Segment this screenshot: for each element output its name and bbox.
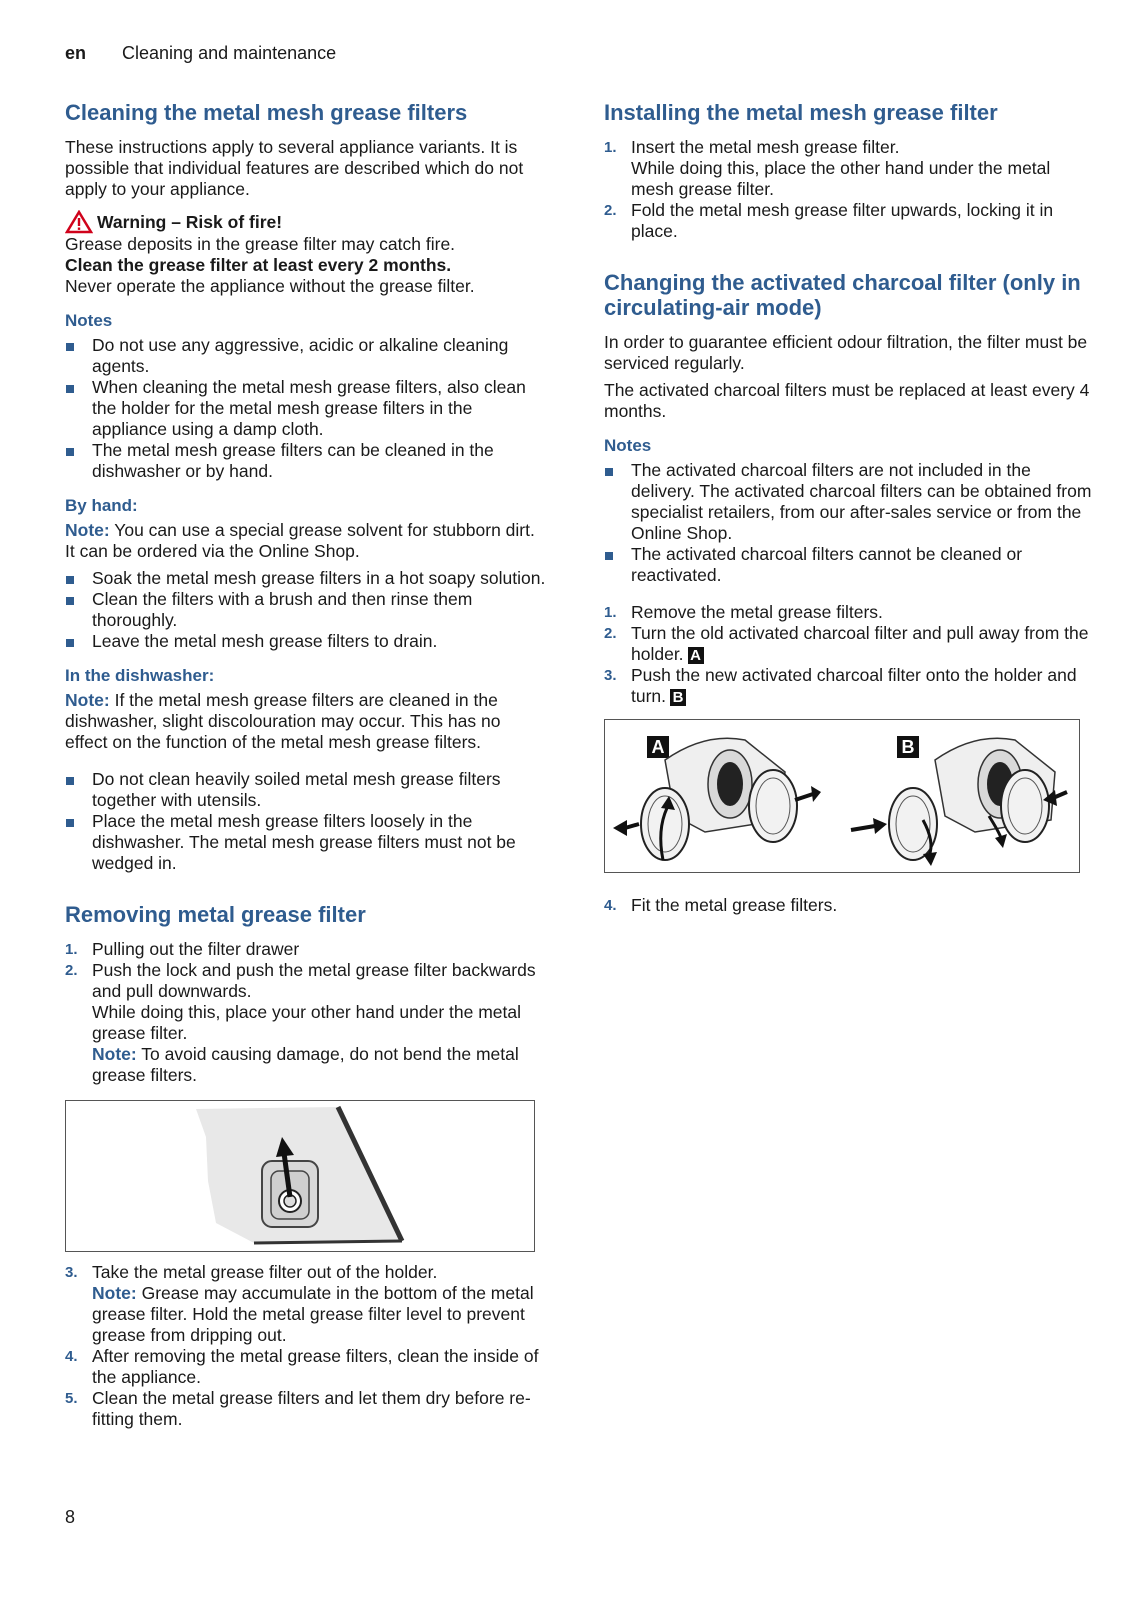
list-item: 2. Turn the old activated charcoal filter and pull away from the holder. A (604, 623, 1089, 664)
list-item: Clean the filters with a brush and then rinse them thoroughly. (65, 589, 547, 631)
page-number: 8 (65, 1507, 76, 1527)
list-item: 4. After removing the metal grease filters, clean the inside of the appliance. (65, 1346, 539, 1387)
list-item: Place the metal mesh grease filters loosely in the dishwasher. The metal mesh grease filters must not be wedged in. (65, 811, 547, 874)
filter-lock-drawing (66, 1101, 534, 1251)
list-item: 4. Fit the metal grease filters. (604, 895, 838, 915)
list-item: The metal mesh grease filters can be cleaned in the dishwasher or by hand. (65, 440, 547, 482)
cleaning-heading: Cleaning the metal mesh grease filters (65, 100, 468, 125)
language-code: en (65, 43, 87, 63)
charcoal-filter-drawing (605, 720, 1079, 872)
list-item: Soak the metal mesh grease filters in a hot soapy solution. (65, 568, 547, 589)
panel-b (851, 738, 1067, 866)
charcoal-intro: In order to guarantee efficient odour filtration, the filter must be serviced regularly. (604, 332, 1088, 373)
installing-steps (604, 137, 1094, 242)
warning-line3: Never operate the appliance without the grease filter. (65, 276, 475, 296)
charcoal-interval: The activated charcoal filters must be replaced at least every 4 months. (604, 380, 1090, 421)
warning-triangle-icon (65, 210, 93, 234)
notes-heading: Notes (65, 311, 113, 330)
list-item: When cleaning the metal mesh grease filters, also clean the holder for the metal mesh grease filters in the appliance using a damp cloth. (65, 377, 547, 440)
list-item: 2. Push the lock and push the metal grease filter backwards and pull downwards. While doing this, place your other hand under the metal grease filter. Note: To avoid causing damage, do not bend the metal grease filters. (65, 960, 536, 1085)
page-header (65, 43, 336, 64)
charcoal-notes-list (604, 460, 1094, 586)
list-item: 3. Push the new activated charcoal filter onto the holder and turn. B (604, 665, 1077, 706)
left-column (65, 100, 547, 1436)
by-hand-note (65, 520, 547, 562)
note-label: Note: (65, 520, 110, 540)
removing-steps (65, 939, 547, 1086)
right-column (604, 100, 1094, 922)
warning-line1: Grease deposits in the grease filter may catch fire. (65, 234, 456, 254)
note-label: Note: (65, 690, 110, 710)
list-item: 5. Clean the metal grease filters and let them dry before re-fitting them. (65, 1388, 531, 1429)
installing-heading: Installing the metal mesh grease filter (604, 100, 998, 125)
section-title: Cleaning and maintenance (122, 43, 337, 63)
dishwasher-note (65, 690, 547, 753)
warning-bold: Clean the grease filter at least every 2 months. (65, 255, 452, 275)
notes-list (65, 335, 547, 482)
warning-box (65, 210, 547, 234)
removing-heading: Removing metal grease filter (65, 902, 366, 927)
badge-a: A (688, 647, 704, 664)
removing-steps-continued (65, 1262, 547, 1430)
list-item: 1. Insert the metal mesh grease filter. While doing this, place the other hand under the metal mesh grease filter. (604, 137, 1051, 199)
charcoal-steps (604, 602, 1094, 707)
list-item: Do not clean heavily soiled metal mesh grease filters together with utensils. (65, 769, 547, 811)
intro-text: These instructions apply to several appliance variants. It is possible that individual features are described which do not apply to your appliance. (65, 137, 524, 199)
note-text: You can use a special grease solvent for stubborn dirt. It can be ordered via the Online Shop. (65, 520, 535, 561)
dishwasher-list (65, 769, 547, 874)
list-item: The activated charcoal filters cannot be cleaned or reactivated. (604, 544, 1094, 586)
charcoal-filter-illustration (604, 719, 1080, 873)
remove-filter-illustration (65, 1100, 535, 1252)
by-hand-heading: By hand: (65, 496, 138, 515)
warning-title: Warning – Risk of fire! (97, 211, 283, 232)
list-item: The activated charcoal filters are not included in the delivery. The activated charcoal filters can be obtained from specialist retailers, from our after-sales service or from the Online Shop. (604, 460, 1094, 544)
list-item: Do not use any aggressive, acidic or alkaline cleaning agents. (65, 335, 547, 377)
notes-heading: Notes (604, 436, 652, 455)
by-hand-list (65, 568, 547, 652)
figure-badge-a: A (647, 736, 669, 758)
charcoal-final-step (604, 895, 1094, 916)
list-item: 2. Fold the metal mesh grease filter upwards, locking it in place. (604, 200, 1054, 241)
badge-b: B (670, 689, 686, 706)
list-item: 1. Pulling out the filter drawer (65, 939, 300, 959)
panel-a (613, 738, 821, 860)
charcoal-heading: Changing the activated charcoal filter (only in circulating-air mode) (604, 270, 1081, 320)
list-item: 1. Remove the metal grease filters. (604, 602, 883, 622)
figure-badge-b: B (897, 736, 919, 758)
list-item: 3. Take the metal grease filter out of the holder. Note: Grease may accumulate in the bottom of the metal grease filter. Hold the metal grease filter level to prevent grease from dripping out. (65, 1262, 534, 1345)
note-text: If the metal mesh grease filters are cleaned in the dishwasher, slight discolouration may occur. This has no effect on the function of the metal mesh grease filters. (65, 690, 501, 752)
dishwasher-heading: In the dishwasher: (65, 666, 215, 685)
list-item: Leave the metal mesh grease filters to drain. (65, 631, 547, 652)
